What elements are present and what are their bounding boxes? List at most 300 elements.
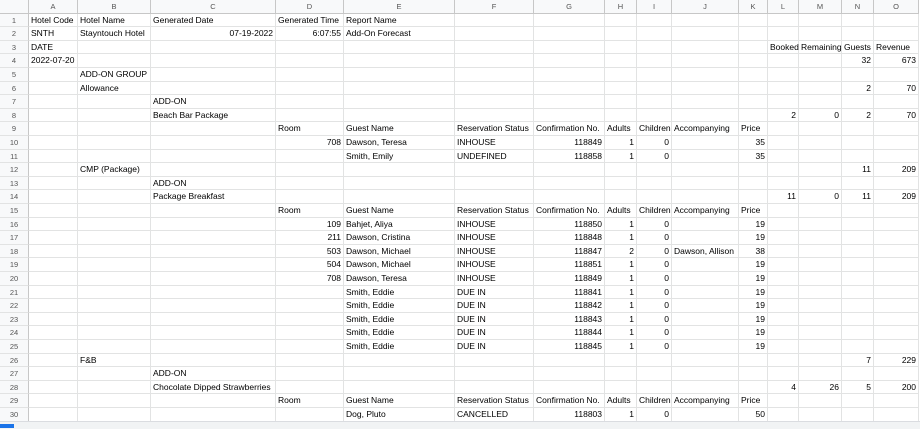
cell-m13[interactable] [799, 177, 842, 191]
cell-k5[interactable] [739, 68, 768, 82]
cell-n4[interactable] [842, 54, 874, 68]
cell-c28[interactable] [151, 381, 276, 395]
cell-b2[interactable] [78, 27, 151, 41]
cell-h20[interactable] [605, 272, 637, 286]
cell-a5[interactable] [29, 68, 78, 82]
row-number[interactable]: 3 [0, 41, 29, 55]
cell-o25[interactable] [874, 340, 919, 354]
cell-l2[interactable] [768, 27, 799, 41]
row-number[interactable]: 16 [0, 218, 29, 232]
cell-b10[interactable] [78, 136, 151, 150]
cell-l7[interactable] [768, 95, 799, 109]
cell-c13[interactable] [151, 177, 276, 191]
column-header-c[interactable]: C [151, 0, 276, 14]
cell-o14[interactable] [874, 190, 919, 204]
cell-i24[interactable] [637, 326, 672, 340]
cell-n13[interactable] [842, 177, 874, 191]
column-header-b[interactable]: B [78, 0, 151, 14]
cell-l26[interactable] [768, 354, 799, 368]
cell-o26[interactable] [874, 354, 919, 368]
cell-m19[interactable] [799, 258, 842, 272]
cell-k25[interactable] [739, 340, 768, 354]
cell-b8[interactable] [78, 109, 151, 123]
cell-a11[interactable] [29, 150, 78, 164]
cell-j20[interactable] [672, 272, 739, 286]
cell-c6[interactable] [151, 82, 276, 96]
cell-j19[interactable] [672, 258, 739, 272]
cell-n29[interactable] [842, 394, 874, 408]
cell-a17[interactable] [29, 231, 78, 245]
cell-o27[interactable] [874, 367, 919, 381]
cell-i15[interactable] [637, 204, 672, 218]
cell-m4[interactable] [799, 54, 842, 68]
cell-c10[interactable] [151, 136, 276, 150]
cell-c3[interactable] [151, 41, 276, 55]
cell-d13[interactable] [276, 177, 344, 191]
cell-k7[interactable] [739, 95, 768, 109]
cell-l29[interactable] [768, 394, 799, 408]
cell-j24[interactable] [672, 326, 739, 340]
cell-i10[interactable] [637, 136, 672, 150]
cell-g28[interactable] [534, 381, 605, 395]
cell-f1[interactable] [455, 14, 534, 28]
cell-c29[interactable] [151, 394, 276, 408]
cell-l24[interactable] [768, 326, 799, 340]
cell-m3[interactable] [799, 41, 842, 55]
cell-k18[interactable] [739, 245, 768, 259]
cell-o10[interactable] [874, 136, 919, 150]
cell-d10[interactable] [276, 136, 344, 150]
cell-o2[interactable] [874, 27, 919, 41]
cell-l25[interactable] [768, 340, 799, 354]
cell-k30[interactable] [739, 408, 768, 422]
cell-e11[interactable] [344, 150, 455, 164]
cell-i12[interactable] [637, 163, 672, 177]
cell-a21[interactable] [29, 286, 78, 300]
cell-e24[interactable] [344, 326, 455, 340]
cell-j3[interactable] [672, 41, 739, 55]
cell-h25[interactable] [605, 340, 637, 354]
cell-h8[interactable] [605, 109, 637, 123]
cell-n26[interactable] [842, 354, 874, 368]
column-header-l[interactable]: L [768, 0, 799, 14]
cell-b3[interactable] [78, 41, 151, 55]
cell-l23[interactable] [768, 313, 799, 327]
cell-f16[interactable] [455, 218, 534, 232]
cell-d8[interactable] [276, 109, 344, 123]
cell-n17[interactable] [842, 231, 874, 245]
cell-l3[interactable] [768, 41, 799, 55]
cell-j22[interactable] [672, 299, 739, 313]
cell-d12[interactable] [276, 163, 344, 177]
cell-o8[interactable] [874, 109, 919, 123]
cell-h11[interactable] [605, 150, 637, 164]
cell-e2[interactable] [344, 27, 455, 41]
cell-o24[interactable] [874, 326, 919, 340]
cell-m15[interactable] [799, 204, 842, 218]
cell-m6[interactable] [799, 82, 842, 96]
cell-d20[interactable] [276, 272, 344, 286]
cell-c16[interactable] [151, 218, 276, 232]
cell-g21[interactable] [534, 286, 605, 300]
cell-m16[interactable] [799, 218, 842, 232]
cell-o11[interactable] [874, 150, 919, 164]
cell-e8[interactable] [344, 109, 455, 123]
cell-i25[interactable] [637, 340, 672, 354]
column-header-j[interactable]: J [672, 0, 739, 14]
cell-e28[interactable] [344, 381, 455, 395]
cell-o3[interactable] [874, 41, 919, 55]
cell-d19[interactable] [276, 258, 344, 272]
cell-h9[interactable] [605, 122, 637, 136]
cell-m21[interactable] [799, 286, 842, 300]
cell-k12[interactable] [739, 163, 768, 177]
cell-j11[interactable] [672, 150, 739, 164]
cell-k2[interactable] [739, 27, 768, 41]
cell-k3[interactable] [739, 41, 768, 55]
cell-i29[interactable] [637, 394, 672, 408]
cell-k10[interactable] [739, 136, 768, 150]
cell-j2[interactable] [672, 27, 739, 41]
cell-m22[interactable] [799, 299, 842, 313]
column-header-k[interactable]: K [739, 0, 768, 14]
cell-j15[interactable] [672, 204, 739, 218]
cell-m17[interactable] [799, 231, 842, 245]
cell-k27[interactable] [739, 367, 768, 381]
cell-m23[interactable] [799, 313, 842, 327]
cell-j26[interactable] [672, 354, 739, 368]
cell-f3[interactable] [455, 41, 534, 55]
cell-o5[interactable] [874, 68, 919, 82]
cell-e27[interactable] [344, 367, 455, 381]
cell-h15[interactable] [605, 204, 637, 218]
cell-m8[interactable] [799, 109, 842, 123]
cell-g12[interactable] [534, 163, 605, 177]
cell-d17[interactable] [276, 231, 344, 245]
cell-m30[interactable] [799, 408, 842, 422]
cell-e1[interactable] [344, 14, 455, 28]
cell-c26[interactable] [151, 354, 276, 368]
cell-m27[interactable] [799, 367, 842, 381]
cell-l19[interactable] [768, 258, 799, 272]
cell-l30[interactable] [768, 408, 799, 422]
cell-f6[interactable] [455, 82, 534, 96]
cell-f28[interactable] [455, 381, 534, 395]
cell-l28[interactable] [768, 381, 799, 395]
cell-m5[interactable] [799, 68, 842, 82]
cell-g17[interactable] [534, 231, 605, 245]
cell-j27[interactable] [672, 367, 739, 381]
cell-n2[interactable] [842, 27, 874, 41]
cell-b21[interactable] [78, 286, 151, 300]
row-number[interactable]: 11 [0, 150, 29, 164]
cell-l27[interactable] [768, 367, 799, 381]
cell-b7[interactable] [78, 95, 151, 109]
cell-b29[interactable] [78, 394, 151, 408]
cell-n20[interactable] [842, 272, 874, 286]
cell-d28[interactable] [276, 381, 344, 395]
cell-d2[interactable] [276, 27, 344, 41]
cell-l17[interactable] [768, 231, 799, 245]
cell-c14[interactable] [151, 190, 276, 204]
cell-b16[interactable] [78, 218, 151, 232]
cell-c24[interactable] [151, 326, 276, 340]
cell-h26[interactable] [605, 354, 637, 368]
cell-h4[interactable] [605, 54, 637, 68]
cell-j30[interactable] [672, 408, 739, 422]
cell-h6[interactable] [605, 82, 637, 96]
cell-h13[interactable] [605, 177, 637, 191]
cell-n27[interactable] [842, 367, 874, 381]
row-number[interactable]: 20 [0, 272, 29, 286]
cell-e29[interactable] [344, 394, 455, 408]
cell-a3[interactable] [29, 41, 78, 55]
cell-d7[interactable] [276, 95, 344, 109]
cell-l18[interactable] [768, 245, 799, 259]
column-header-n[interactable]: N [842, 0, 874, 14]
cell-f7[interactable] [455, 95, 534, 109]
cell-g14[interactable] [534, 190, 605, 204]
cell-n14[interactable] [842, 190, 874, 204]
cell-k6[interactable] [739, 82, 768, 96]
cell-m7[interactable] [799, 95, 842, 109]
cell-o6[interactable] [874, 82, 919, 96]
cell-b28[interactable] [78, 381, 151, 395]
cell-j6[interactable] [672, 82, 739, 96]
cell-l11[interactable] [768, 150, 799, 164]
cell-a22[interactable] [29, 299, 78, 313]
cell-o21[interactable] [874, 286, 919, 300]
cell-e21[interactable] [344, 286, 455, 300]
cell-a2[interactable] [29, 27, 78, 41]
cell-j9[interactable] [672, 122, 739, 136]
cell-h28[interactable] [605, 381, 637, 395]
cell-l6[interactable] [768, 82, 799, 96]
cell-n3[interactable] [842, 41, 874, 55]
cell-i28[interactable] [637, 381, 672, 395]
cell-h2[interactable] [605, 27, 637, 41]
cell-c21[interactable] [151, 286, 276, 300]
cell-f8[interactable] [455, 109, 534, 123]
cell-n11[interactable] [842, 150, 874, 164]
cell-h10[interactable] [605, 136, 637, 150]
cell-n25[interactable] [842, 340, 874, 354]
cell-c30[interactable] [151, 408, 276, 422]
cell-i1[interactable] [637, 14, 672, 28]
cell-d18[interactable] [276, 245, 344, 259]
cell-i20[interactable] [637, 272, 672, 286]
row-number[interactable]: 10 [0, 136, 29, 150]
cell-g29[interactable] [534, 394, 605, 408]
column-header-m[interactable]: M [799, 0, 842, 14]
cell-h5[interactable] [605, 68, 637, 82]
cell-c9[interactable] [151, 122, 276, 136]
row-number[interactable]: 25 [0, 340, 29, 354]
cell-f20[interactable] [455, 272, 534, 286]
cell-n1[interactable] [842, 14, 874, 28]
cell-o28[interactable] [874, 381, 919, 395]
cell-f30[interactable] [455, 408, 534, 422]
cell-a23[interactable] [29, 313, 78, 327]
cell-j5[interactable] [672, 68, 739, 82]
column-header-g[interactable]: G [534, 0, 605, 14]
cell-b17[interactable] [78, 231, 151, 245]
cell-f21[interactable] [455, 286, 534, 300]
cell-a9[interactable] [29, 122, 78, 136]
cell-b25[interactable] [78, 340, 151, 354]
cell-e14[interactable] [344, 190, 455, 204]
cell-i30[interactable] [637, 408, 672, 422]
cell-f9[interactable] [455, 122, 534, 136]
cell-e23[interactable] [344, 313, 455, 327]
cell-d4[interactable] [276, 54, 344, 68]
cell-k11[interactable] [739, 150, 768, 164]
cell-a16[interactable] [29, 218, 78, 232]
cell-l16[interactable] [768, 218, 799, 232]
cell-g20[interactable] [534, 272, 605, 286]
cell-i27[interactable] [637, 367, 672, 381]
cell-f2[interactable] [455, 27, 534, 41]
row-number[interactable]: 18 [0, 245, 29, 259]
cell-n21[interactable] [842, 286, 874, 300]
cell-n7[interactable] [842, 95, 874, 109]
cell-g26[interactable] [534, 354, 605, 368]
cell-i16[interactable] [637, 218, 672, 232]
cell-l10[interactable] [768, 136, 799, 150]
cell-h1[interactable] [605, 14, 637, 28]
cell-j25[interactable] [672, 340, 739, 354]
cell-o29[interactable] [874, 394, 919, 408]
cell-d22[interactable] [276, 299, 344, 313]
cell-o7[interactable] [874, 95, 919, 109]
cell-a10[interactable] [29, 136, 78, 150]
cell-j18[interactable] [672, 245, 739, 259]
cell-j1[interactable] [672, 14, 739, 28]
cell-g10[interactable] [534, 136, 605, 150]
cell-a13[interactable] [29, 177, 78, 191]
cell-a27[interactable] [29, 367, 78, 381]
cell-b11[interactable] [78, 150, 151, 164]
cell-e12[interactable] [344, 163, 455, 177]
cell-l20[interactable] [768, 272, 799, 286]
cell-j8[interactable] [672, 109, 739, 123]
cell-c5[interactable] [151, 68, 276, 82]
row-number[interactable]: 26 [0, 354, 29, 368]
cell-d21[interactable] [276, 286, 344, 300]
cell-i14[interactable] [637, 190, 672, 204]
cell-h23[interactable] [605, 313, 637, 327]
cell-a29[interactable] [29, 394, 78, 408]
row-number[interactable]: 30 [0, 408, 29, 422]
cell-e25[interactable] [344, 340, 455, 354]
cell-b20[interactable] [78, 272, 151, 286]
cell-i13[interactable] [637, 177, 672, 191]
cell-d29[interactable] [276, 394, 344, 408]
cell-m10[interactable] [799, 136, 842, 150]
cell-a20[interactable] [29, 272, 78, 286]
cell-f11[interactable] [455, 150, 534, 164]
cell-g2[interactable] [534, 27, 605, 41]
cell-g1[interactable] [534, 14, 605, 28]
cell-k23[interactable] [739, 313, 768, 327]
cell-b12[interactable] [78, 163, 151, 177]
cell-d25[interactable] [276, 340, 344, 354]
column-header-a[interactable]: A [29, 0, 78, 14]
cell-n16[interactable] [842, 218, 874, 232]
cell-g22[interactable] [534, 299, 605, 313]
cell-c4[interactable] [151, 54, 276, 68]
cell-b24[interactable] [78, 326, 151, 340]
cell-i23[interactable] [637, 313, 672, 327]
cell-i18[interactable] [637, 245, 672, 259]
cell-a14[interactable] [29, 190, 78, 204]
cell-j4[interactable] [672, 54, 739, 68]
row-number[interactable]: 29 [0, 394, 29, 408]
cell-n12[interactable] [842, 163, 874, 177]
cell-g6[interactable] [534, 82, 605, 96]
cell-c17[interactable] [151, 231, 276, 245]
cell-b23[interactable] [78, 313, 151, 327]
cell-h14[interactable] [605, 190, 637, 204]
cell-g18[interactable] [534, 245, 605, 259]
cell-n18[interactable] [842, 245, 874, 259]
cell-a1[interactable] [29, 14, 78, 28]
cell-g7[interactable] [534, 95, 605, 109]
row-number[interactable]: 28 [0, 381, 29, 395]
cell-h21[interactable] [605, 286, 637, 300]
cell-j13[interactable] [672, 177, 739, 191]
cell-c7[interactable] [151, 95, 276, 109]
cell-a30[interactable] [29, 408, 78, 422]
cell-c20[interactable] [151, 272, 276, 286]
cell-a12[interactable] [29, 163, 78, 177]
cell-f24[interactable] [455, 326, 534, 340]
cell-l22[interactable] [768, 299, 799, 313]
cell-i8[interactable] [637, 109, 672, 123]
cell-g16[interactable] [534, 218, 605, 232]
column-header-d[interactable]: D [276, 0, 344, 14]
cell-a25[interactable] [29, 340, 78, 354]
cell-b27[interactable] [78, 367, 151, 381]
cell-j7[interactable] [672, 95, 739, 109]
cell-l5[interactable] [768, 68, 799, 82]
cell-f26[interactable] [455, 354, 534, 368]
cell-o13[interactable] [874, 177, 919, 191]
cell-i4[interactable] [637, 54, 672, 68]
cell-n30[interactable] [842, 408, 874, 422]
cell-k13[interactable] [739, 177, 768, 191]
cell-l8[interactable] [768, 109, 799, 123]
cell-l9[interactable] [768, 122, 799, 136]
cell-k15[interactable] [739, 204, 768, 218]
row-number[interactable]: 22 [0, 299, 29, 313]
column-header-o[interactable]: O [874, 0, 919, 14]
cell-b9[interactable] [78, 122, 151, 136]
cell-m12[interactable] [799, 163, 842, 177]
cell-e10[interactable] [344, 136, 455, 150]
cell-k24[interactable] [739, 326, 768, 340]
cell-o9[interactable] [874, 122, 919, 136]
cell-k14[interactable] [739, 190, 768, 204]
cell-m26[interactable] [799, 354, 842, 368]
cell-e4[interactable] [344, 54, 455, 68]
cell-b15[interactable] [78, 204, 151, 218]
cell-h19[interactable] [605, 258, 637, 272]
cell-c18[interactable] [151, 245, 276, 259]
sheet-tab-indicator[interactable] [0, 424, 14, 428]
row-number[interactable]: 5 [0, 68, 29, 82]
cell-i9[interactable] [637, 122, 672, 136]
